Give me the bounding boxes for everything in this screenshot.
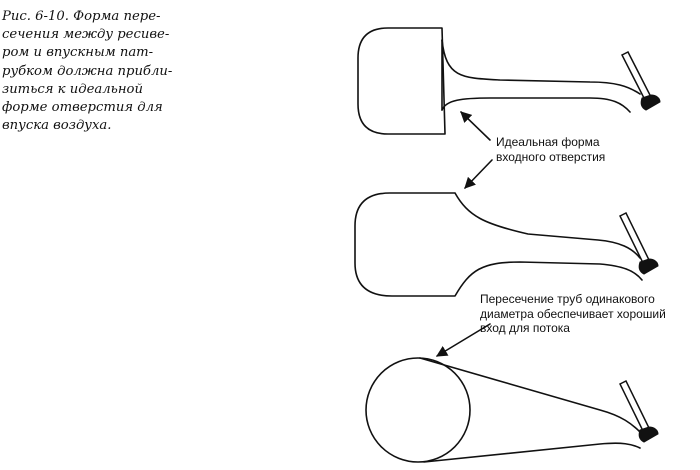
runner-lower-wall [442,98,630,112]
pipe-intersection-assembly [366,358,658,462]
runner-tangent-upper [420,358,640,432]
pipe-intersection-label [480,292,666,336]
plenum-bellmouth-assembly [358,28,660,134]
label-line: Идеальная форма [496,135,600,149]
ideal-form-label [496,135,605,164]
valve-head [641,95,660,110]
plenum-box [358,28,445,134]
valve-head [639,259,658,274]
runner-upper-wall [442,40,640,94]
valve-stem [622,52,652,102]
valve-head [639,427,658,442]
caption-line: сечения между ресиве- [2,27,170,43]
caption-line: Рис. 6-10. Форма пере- [2,9,161,24]
label-line: Пересечение труб одинакового [480,292,655,306]
caption-line: рубком должна прибли- [2,63,173,79]
leader-arrow-ideal-bottom [465,160,492,188]
label-line: вход для потока [480,321,570,335]
caption-line: ром и впускным пат- [2,45,154,61]
plenum-tapered-body [355,193,642,296]
label-line: входного отверстия [496,149,606,164]
caption-line: зиться к идеальной [2,81,143,97]
plenum-circle [366,358,470,462]
label-line: диаметра обеспечивает хороший [480,306,666,321]
leader-arrow-ideal-top [461,112,490,140]
valve-stem [620,381,650,433]
caption-line: форме отверстия для [2,100,163,116]
plenum-taper-assembly [355,193,658,296]
caption-line: впуска воздуха. [2,118,112,134]
valve-stem [620,213,650,265]
